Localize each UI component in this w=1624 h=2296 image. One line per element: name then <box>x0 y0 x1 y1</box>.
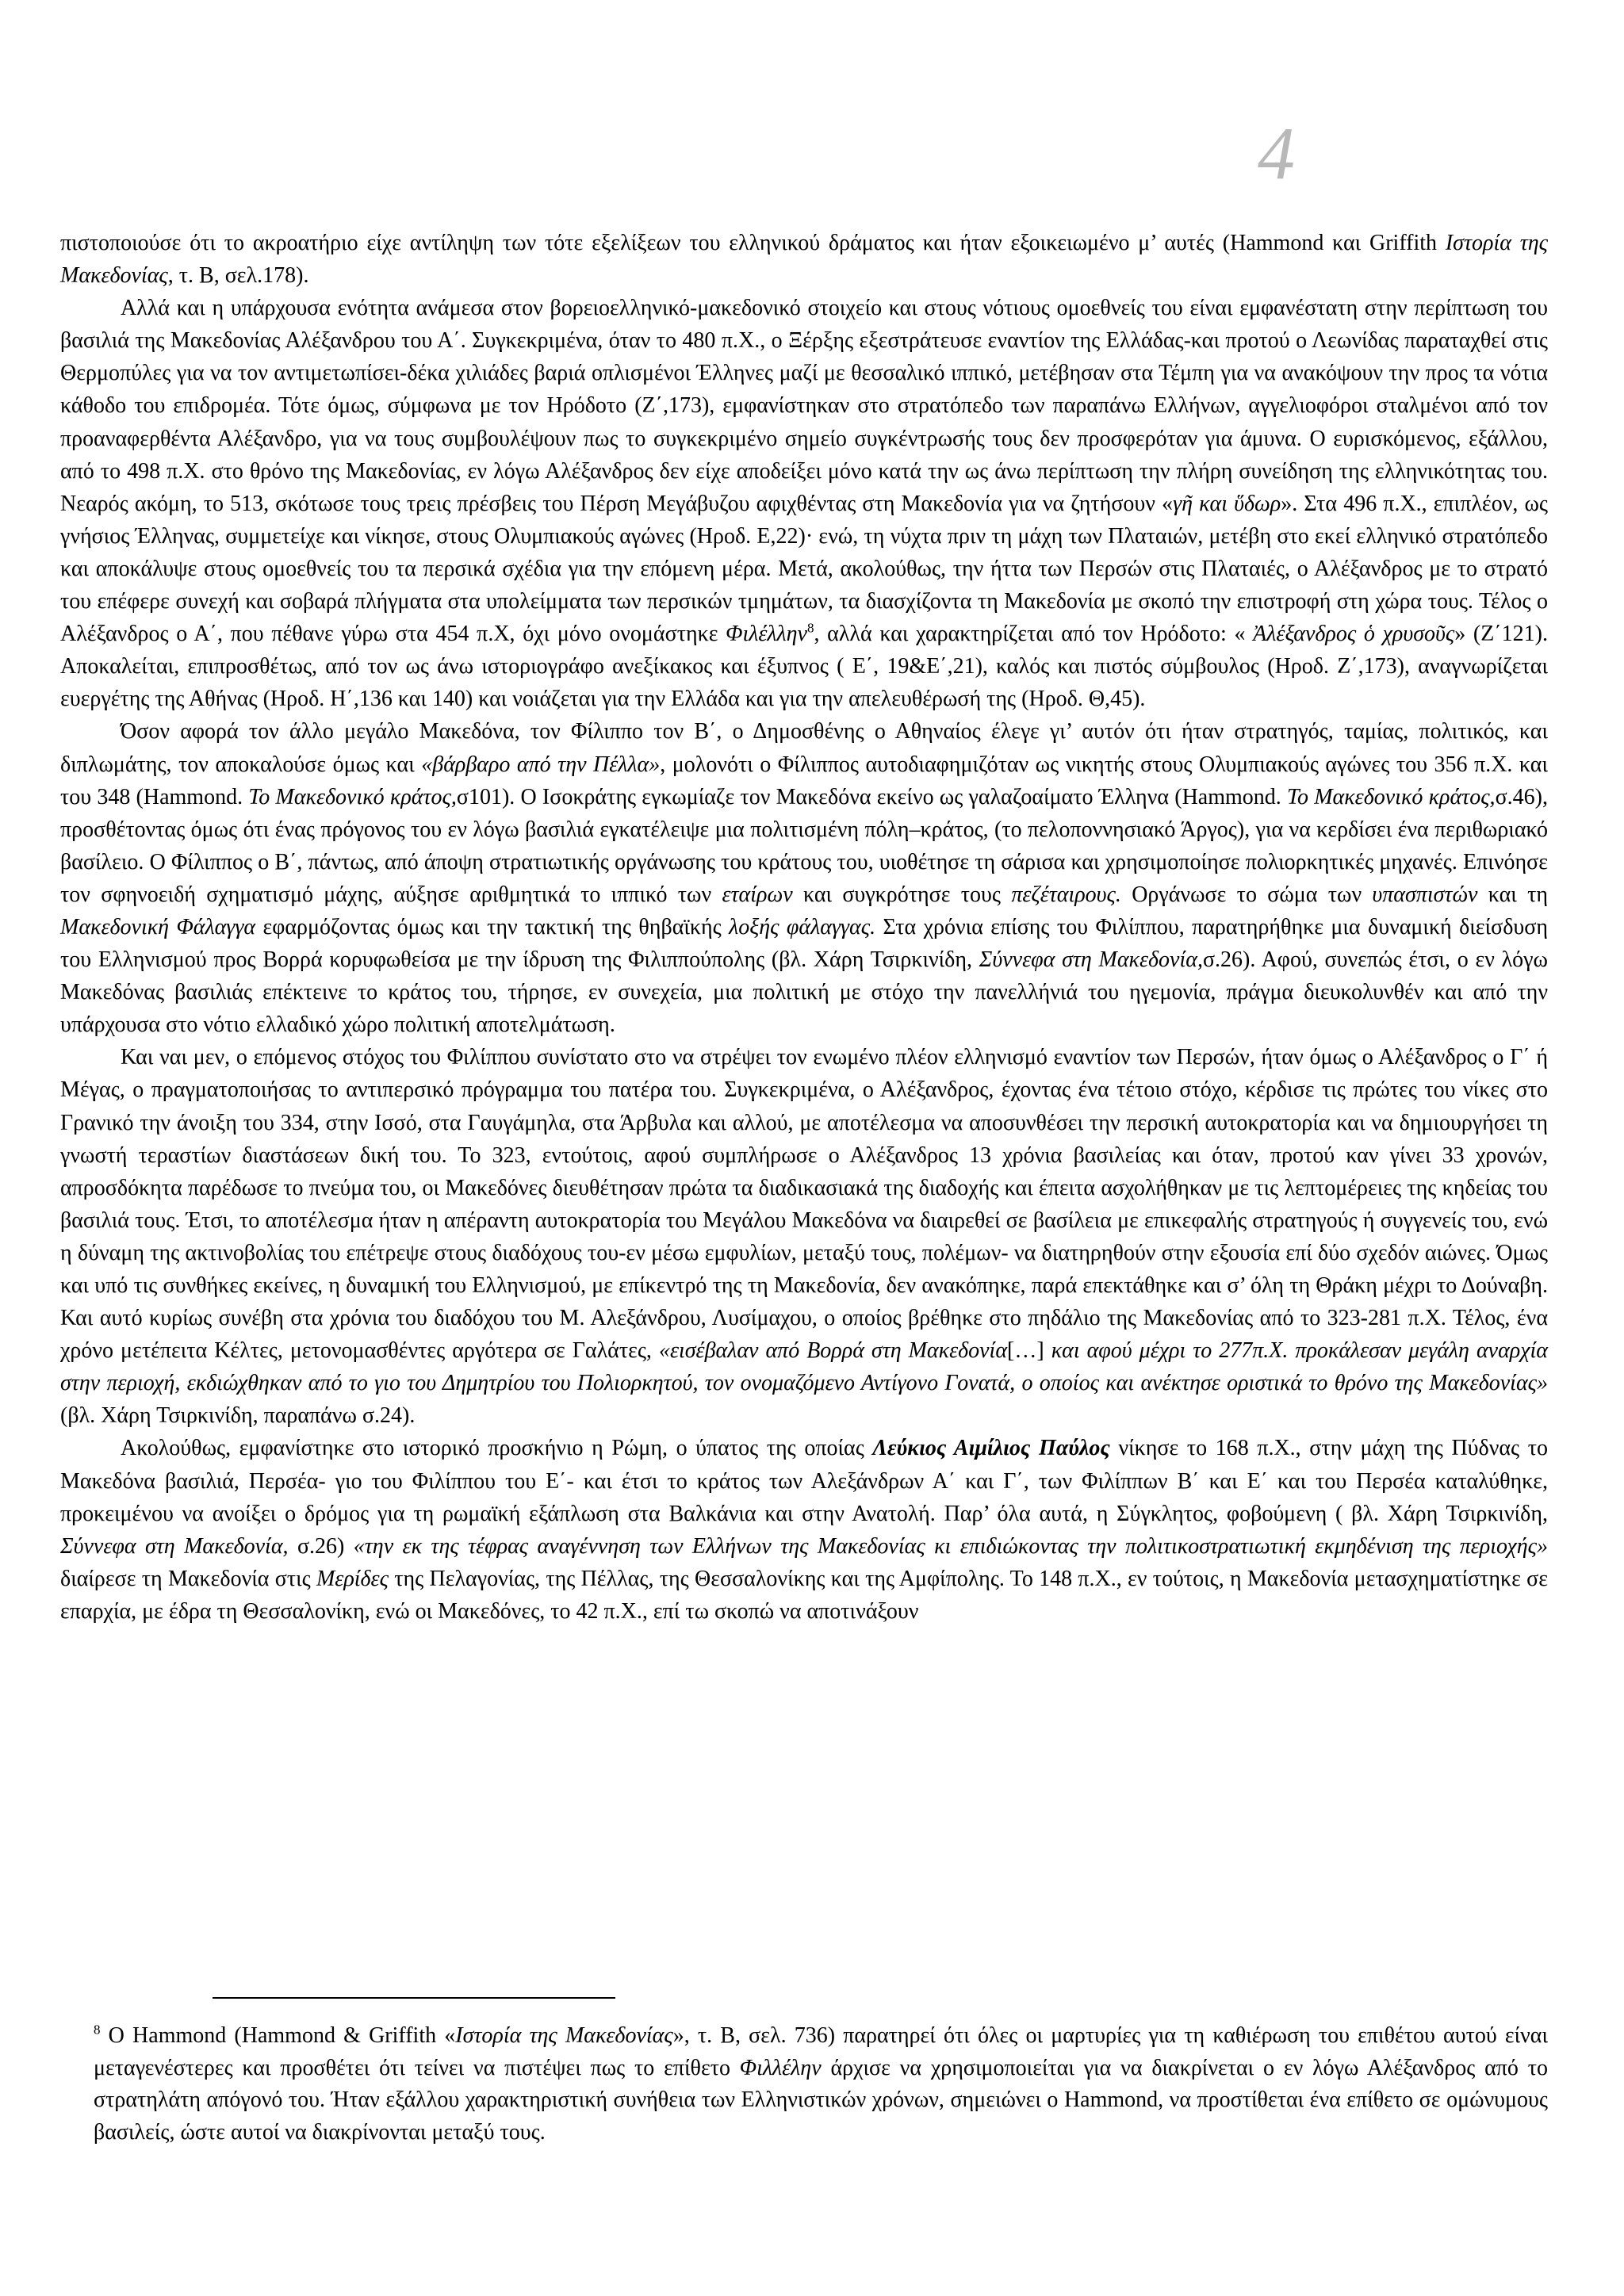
text-run: Οργάνωσε το σώμα των <box>1120 882 1373 907</box>
italic-text: υπασπιστών <box>1372 882 1478 907</box>
italic-text: Το Μακεδονικό κράτος, <box>248 784 457 809</box>
text-run: της Πελαγονίας, της Πέλλας, της Θεσσαλονίκης και της Αμφίπολης. Το 148 π.Χ., εν τούτοις, η Μακεδονία μετασχηματίστηκε σε επαρχία, με έδρα τη Θεσσαλονίκη, ενώ οι Μακεδόνες, το 42 π.Χ., επί τω σκοπώ να αποτινάξουν <box>60 1566 1548 1624</box>
footnote-reference: 8 <box>806 620 814 636</box>
text-run: νίκησε το 168 π.Χ., στην μάχη της Πύδνας το Μακεδόνα βασιλιά, Περσέα- γιο του Φιλίππου του Ε΄- και έτσι το κράτος των Αλεξάνδρων Α΄ και Γ΄, των Φιλίππων Β΄ και Ε΄ και του Περσέα καταλύθηκε, προκειμένου να ανοίξει ο δρόμος για τη ρωμαϊκή εξάπλωση στα Βαλκάνια και στην Ανατολή. Παρ’ όλα αυτά, η Σύγκλητος, φοβούμενη ( βλ. Χάρη Τσιρκινίδη, <box>60 1436 1548 1526</box>
italic-text: Ιστορία της Μακεδονίας <box>60 231 1548 289</box>
text-run: Ακολούθως, εμφανίστηκε στο ιστορικό προσκήνιο η Ρώμη, ο ύπατος της οποίας <box>121 1436 873 1461</box>
text-run: Στα χρόνια επίσης του Φιλίππου, παρατηρήθηκε μια δυναμική διείσδυση του Ελληνισμού προς Βορρά κορυφωθείσα με την ίδρυση της Φιλιππούπολης (βλ. Χάρη Τσιρκινίδη, <box>60 914 1549 973</box>
italic-text: λοξής φάλαγγας. <box>729 914 876 939</box>
text-run: (βλ. Χάρη Τσιρκινίδη, παραπάνω σ.24). <box>60 1403 416 1429</box>
text-run: Αλλά και η υπάρχουσα ενότητα ανάμεσα στον βορειοελληνικό-μακεδονικό στοιχείο και στους νότιους ομοεθνείς του είναι εμφανέστατη στην περίπτωση του βασιλιά της Μακεδονίας Αλέξανδρου του Α΄. Συγκεκριμένα, όταν το 480 π.Χ., ο Ξέρξης εξεστράτευσε εναντίον της Ελλάδας-και προτού ο Λεωνίδας παραταχθεί στις Θερμοπύλες για να τον αντιμετωπίσει-δέκα χιλιάδες βαριά οπλισμένοι Έλληνες μαζί με θεσσαλικό ιππικό, μετέβησαν στα Τέμπη για να ανακόψουν την προς τα νότια κάθοδο του επιδρομέα. Τότε όμως, σύμφωνα με τον Ηρόδοτο (Ζ΄,173), εμφανίστηκαν στο στρατόπεδο των παραπάνω Ελλήνων, αγγελιοφόροι σταλμένοι από τον προαναφερθέντα Αλέξανδρο, για να τους συμβουλέψουν πως το συγκεκριμένο σημείο συγκέντρωσής τους δεν προσφερόταν για άμυνα. Ο ευρισκόμενος, εξάλλου, από το 498 π.Χ. στο θρόνο της Μακεδονίας, εν λόγω Αλέξανδρος δεν είχε αποδείξει μόνο κατά την ως άνω περίπτωση την πλήρη συνείδηση της ελληνικότητας του. Νεαρός ακόμη, το 513, σκότωσε τους τρεις πρέσβεις του Πέρση Μεγάβυζου αφιχθέντας στη Μακεδονία για να ζητήσουν « <box>60 296 1548 516</box>
italic-text: Μερίδες <box>316 1566 389 1591</box>
page-number: 4 <box>1258 113 1295 195</box>
italic-text: Ἀλέξανδρος ὁ χρυσοῦς <box>1253 622 1455 647</box>
italic-text: «την εκ της τέφρας αναγέννηση των Ελλήνων της Μακεδονίας κι επιδιώκοντας την πολιτικοστρατιωτική εκμηδένιση της περιοχής» <box>353 1533 1549 1559</box>
italic-text: πεζέταιρους. <box>1011 882 1121 907</box>
paragraph <box>60 227 1548 292</box>
text-run: και τη <box>1477 882 1549 907</box>
text-run: σ.26). Αφού, συνεπώς έτσι, ο εν λόγω Μακεδόνας βασιλιάς επέκτεινε το κράτος του, τήρησε, εν συνεχεία, μια πολιτική με στόχο την πανελλήνιά του ηγεμονία, πράγμα διευκολυνθέν και από την υπάρχουσα στο νότιο ελλαδικό χώρο πολιτική αποτελμάτωση. <box>60 947 1548 1038</box>
text-run: και συγκρότησε τους <box>792 882 1012 907</box>
text-run: Ο Hammond (Hammond & Griffith « <box>100 2023 456 2048</box>
text-run: πιστοποιούσε ότι το ακροατήριο είχε αντίληψη των τότε εξελίξεων του ελληνικού δράματος και ήταν εξοικειωμένο μ’ αυτές (Hammond και Griffith <box>60 231 1446 255</box>
footnote-marker: 8 <box>94 2022 101 2038</box>
paragraph <box>60 715 1548 1041</box>
text-run: […] <box>1007 1338 1051 1364</box>
footnote <box>94 2020 1548 2149</box>
text-run: » (Ζ΄121). Αποκαλείται, επιπροσθέτως, από τον ως άνω ιστοριογράφο ανεξίκακος και έξυπνος ( Ε΄, 19&Ε΄,21), καλός και πιστός σύμβουλος (Ηροδ. Ζ΄,173), αναγνωρίζεται ευεργέτης της Αθήνας (Ηροδ. Η΄,136 και 140) και νοιάζεται για την Ελλάδα και για την απελευθέρωσή της (Ηροδ. Θ,45). <box>60 622 1549 712</box>
text-run: άρχισε να χρησιμοποιείται για να διακρίνεται ο εν λόγω Αλέξανδρος από το στρατηλάτη απόγονό του. Ήταν εξάλλου χαρακτηριστική συνήθεια των Ελληνιστικών χρόνων, σημειώνει ο Hammond, να προστίθεται ένα επίθετο σε ομώνυμους βασιλείς, ώστε αυτοί να διακρίνονται μεταξύ τους. <box>94 2055 1548 2145</box>
italic-text: γῆ και ὕδωρ <box>1173 491 1281 516</box>
italic-text: εταίρων <box>722 882 793 907</box>
italic-text: Ιστορία της Μακεδονίας <box>455 2023 673 2048</box>
text-run: εφαρμόζοντας όμως και την τακτική της θηβαϊκής <box>255 914 730 939</box>
italic-text: Το Μακεδονικό κράτος, <box>1286 784 1496 809</box>
italic-text: Σύννεφα στη Μακεδονία, <box>979 947 1203 973</box>
text-run: , αλλά και χαρακτηρίζεται από τον Ηρόδοτο: « <box>814 622 1254 647</box>
text-run: », τ. Β, σελ. 736) παρατηρεί ότι όλες οι μαρτυρίες για τη καθιέρωση του επιθέτου αυτού είναι μεταγενέστερες και προσθέτει ότι τείνει να πιστέψει πως το επίθετο <box>94 2023 1548 2080</box>
text-run: σ.46), προσθέτοντας όμως ότι ένας πρόγονος του εν λόγω βασιλιά εγκατέλειψε μια πολιτισμένη πόλη–κράτος, (το πελοποννησιακό Άργος), για να κερδίσει ένα περιθωριακό βασίλειο. Ο Φίλιππος ο Β΄, πάντως, από άποψη στρατιωτικής οργάνωσης του κράτους του, υιοθέτησε τη σάρισα και χρησιμοποίησε πολιορκητικές μηχανές. Επινόησε τον σφηνοειδή σχηματισμό μάχης, αύξησε αριθμητικά το ιππικό των <box>60 784 1548 907</box>
italic-text: «εισέβαλαν από Βορρά στη Μακεδονία <box>658 1338 1008 1364</box>
text-run: Και ναι μεν, ο επόμενος στόχος του Φιλίππου συνίστατο στο να στρέψει τον ενωμένο πλέον ελληνισμό εναντίον των Περσών, ήταν όμως ο Αλέξανδρος ο Γ΄ ή Μέγας, ο πραγματοποιήσας το αντιπερσικό πρόγραμμα του πατέρα του. Συγκεκριμένα, ο Αλέξανδρος, έχοντας ένα τέτοιο στόχο, κέρδισε τις πρώτες του νίκες στο Γρανικό την άνοιξη του 334, στην Ισσό, στα Γαυγάμηλα, στα Άρβυλα και αλλού, με αποτέλεσμα να αποσυνθέσει την περσική αυτοκρατορία και να δημιουργήσει τη γνωστή τεραστίων διαστάσεων δική του. Το 323, εντούτοις, αφού συμπλήρωσε ο Αλέξανδρος 13 χρόνια βασιλείας και όταν, προτού καν γίνει 33 χρονών, απροσδόκητα παρέδωσε το πνεύμα του, οι Μακεδόνες διευθέτησαν πρώτα τα διαδικασιακά της διαδοχής και έπειτα ασχολήθηκαν με τις λεπτομέρειες της κηδείας του βασιλιά τους. Έτσι, το αποτέλεσμα ήταν η απέραντη αυτοκρατορία του Μεγάλου Μακεδόνα να διαιρεθεί σε βασίλεια με επικεφαλής στρατηγούς ή συγγενείς του, ενώ η δύναμη της ακτινοβολίας του επέτρεψε στους διαδόχους του-εν μέσω εμφυλίων, μεταξύ τους, πολέμων- να διατηρηθούν στην εξουσία επί δύο σχεδόν αιώνες. Όμως και υπό τις συνθήκες εκείνες, η δυναμική του Ελληνισμού, με επίκεντρό της τη Μακεδονία, δεν ανακόπηκε, παρά επεκτάθηκε και σ’ όλη τη Θράκη μέχρι το Δούναβη. Και αυτό κυρίως συνέβη στα χρόνια του διαδόχου του Μ. Αλεξάνδρου, Λυσίμαχου, ο οποίος βρέθηκε στο πηδάλιο της Μακεδονίας από το 323-281 π.Χ. Τέλος, ένα χρόνο μετέπειτα Κέλτες, μετονομασθέντες αργότερα σε Γαλάτες, <box>60 1045 1548 1364</box>
paragraph <box>60 1041 1548 1432</box>
italic-text: και αφού μέχρι το 277π.Χ. προκάλεσαν μεγάλη αναρχία στην περιοχή, εκδιώχθηκαν από το γιο του Δημητρίου του Πολιορκητού, τον ονομαζόμενο Αντίγονο Γονατά, ο οποίος και ανέκτησε οριστικά το θρόνο της Μακεδονίας» <box>60 1338 1548 1396</box>
italic-text: Φιλλέλην <box>739 2055 822 2080</box>
bold-italic-text: Λεύκιος Αιμίλιος Παύλος <box>872 1436 1110 1461</box>
text-run: , τ. Β, σελ.178). <box>167 263 309 289</box>
italic-text: Φιλέλλην <box>726 622 807 647</box>
italic-text: «βάρβαρο από την Πέλλα» <box>421 752 661 777</box>
footnote-divider <box>213 1997 615 1999</box>
text-run: διαίρεσε τη Μακεδονία στις <box>60 1566 316 1591</box>
paragraph <box>60 292 1548 715</box>
footnote-text <box>94 2023 1548 2145</box>
text-run: , μολονότι ο Φίλιππος αυτοδιαφημιζόταν ως νικητής στους Ολυμπιακούς αγώνες του 356 π.Χ. και του 348 (Hammond. <box>60 752 1548 809</box>
text-run: ». Στα 496 π.Χ., επιπλέον, ως γνήσιος Έλληνας, συμμετείχε και νίκησε, στους Ολυμπιακούς αγώνες (Ηροδ. Ε,22)· ενώ, τη νύχτα πριν τη μάχη των Πλαταιών, μετέβη στο εκεί ελληνικό στρατόπεδο και αποκάλυψε στους ομοεθνείς του τα περσικά σχέδια για την επόμενη μέρα. Μετά, ακολούθως, την ήττα των Περσών στις Πλαταιές, ο Αλέξανδρος με το στρατό του επέφερε συνεχή και σοβαρά πλήγματα στα υπολείμματα των περσικών τμημάτων, τα διασχίζοντα τη Μακεδονία με σκοπό την επιστροφή στη χώρα τους. Τέλος ο Αλέξανδρος ο Α΄, που πέθανε γύρω στα 454 π.Χ, όχι μόνο ονομάστηκε <box>60 491 1548 647</box>
text-run: Όσον αφορά τον άλλο μεγάλο Μακεδόνα, τον Φίλιππο τον Β΄, ο Δημοσθένης ο Αθηναίος έλεγε γι’ αυτόν ότι ήταν στρατηγός, ταμίας, πολιτικός, και διπλωμάτης, τον αποκαλούσε όμως και <box>60 719 1548 777</box>
text-run: σ101). Ο Ισοκράτης εγκωμίαζε τον Μακεδόνα εκείνο ως γαλαζοαίματο Έλληνα (Hammond. <box>456 784 1287 809</box>
body-text <box>60 227 1548 1628</box>
paragraph <box>60 1432 1548 1628</box>
text-run: σ.26) <box>288 1533 354 1559</box>
italic-text: Μακεδονική Φάλαγγα <box>60 914 256 939</box>
italic-text: Σύννεφα στη Μακεδονία, <box>60 1533 289 1559</box>
